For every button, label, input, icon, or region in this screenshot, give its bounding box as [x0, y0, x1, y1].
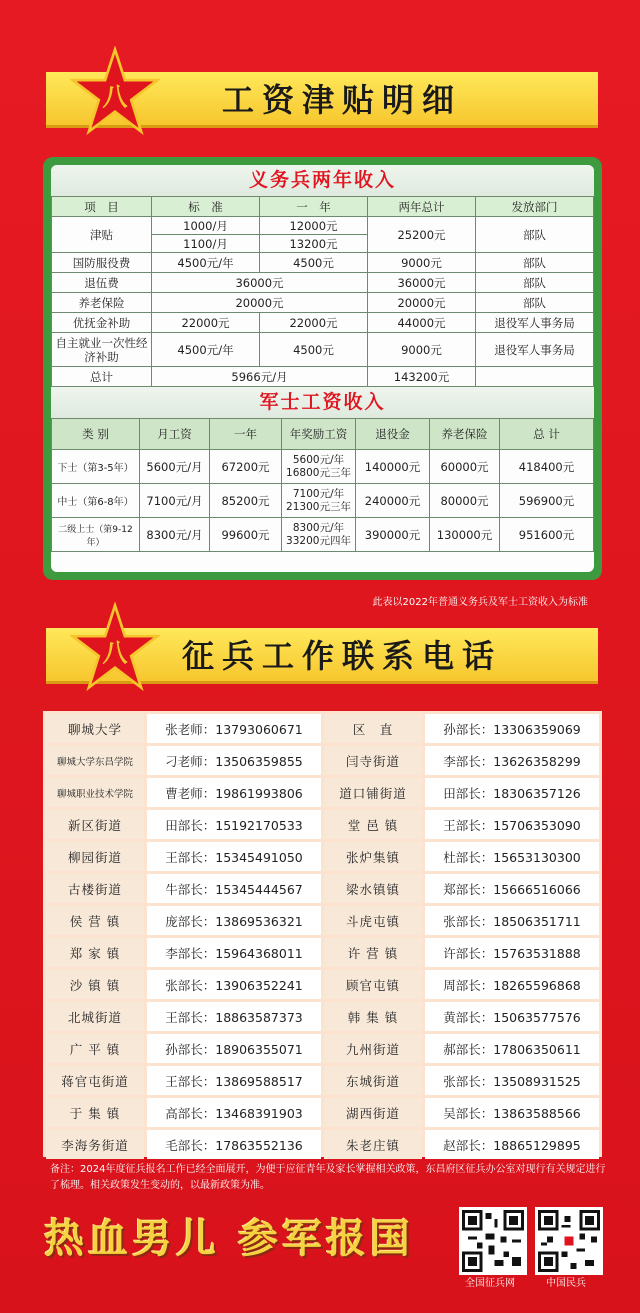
bonus-annual: 7100元/年 — [292, 487, 345, 500]
contact-row — [46, 1066, 599, 1095]
contact-location: 堂 邑 镇 — [324, 810, 422, 839]
income-panel — [43, 157, 602, 580]
contact-phone[interactable]: 王部长：13869588517 — [147, 1066, 321, 1095]
nco-title: 军士工资收入 — [51, 387, 594, 418]
contact-row — [46, 1130, 599, 1159]
cell: 7100元/月 — [140, 484, 210, 518]
contact-phone[interactable]: 王部长：15345491050 — [147, 842, 321, 871]
contact-row — [46, 1002, 599, 1031]
col-header: 退役金 — [356, 419, 430, 450]
cell: 1100/月 — [152, 235, 260, 253]
contact-row — [46, 714, 599, 743]
contact-location: 九州街道 — [324, 1034, 422, 1063]
contact-phone[interactable]: 吴部长：13863588566 — [425, 1098, 599, 1127]
contact-location: 区 直 — [324, 714, 422, 743]
contact-phone[interactable]: 庞部长：13869536321 — [147, 906, 321, 935]
cell: 130000元 — [430, 518, 500, 552]
cell: 9000元 — [368, 253, 476, 273]
contact-phone[interactable]: 李部长：15964368011 — [147, 938, 321, 967]
contact-phone[interactable]: 孙部长：18906355071 — [147, 1034, 321, 1063]
contact-panel — [43, 711, 602, 1157]
row-label: 退伍费 — [52, 273, 152, 293]
contact-phone[interactable]: 李部长：13626358299 — [425, 746, 599, 775]
star-badge-char: 八 — [102, 638, 128, 668]
col-header: 总 计 — [500, 419, 594, 450]
col-header: 一年 — [210, 419, 282, 450]
cell: 418400元 — [500, 450, 594, 484]
contact-location: 广 平 镇 — [46, 1034, 144, 1063]
contact-location: 古楼街道 — [46, 874, 144, 903]
contact-phone[interactable]: 张部长：13508931525 — [425, 1066, 599, 1095]
cell: 1000/月 — [152, 217, 260, 235]
cell: 退役军人事务局 — [476, 333, 594, 367]
contact-phone[interactable]: 周部长：18265596868 — [425, 970, 599, 999]
contact-phone[interactable]: 曹老师：19861993806 — [147, 778, 321, 807]
contact-location: 聊城大学东昌学院 — [46, 746, 144, 775]
star-badge-char: 八 — [102, 82, 128, 112]
contact-row — [46, 1098, 599, 1127]
cell: 8300元/月 — [140, 518, 210, 552]
contact-phone[interactable]: 王部长：15706353090 — [425, 810, 599, 839]
contact-table — [43, 711, 602, 1162]
nco-table — [51, 418, 594, 552]
cell: 5966元/月 — [152, 367, 368, 387]
col-header: 标 准 — [152, 197, 260, 217]
cell: 596900元 — [500, 484, 594, 518]
contact-location: 新区街道 — [46, 810, 144, 839]
contact-location: 聊城大学 — [46, 714, 144, 743]
rank-cell: 中士（第6-8年） — [52, 484, 140, 518]
cell: 22000元 — [260, 313, 368, 333]
col-header: 养老保险 — [430, 419, 500, 450]
contact-phone[interactable]: 牛部长：15345444567 — [147, 874, 321, 903]
contact-location: 斗虎屯镇 — [324, 906, 422, 935]
cell: 67200元 — [210, 450, 282, 484]
contact-location: 于 集 镇 — [46, 1098, 144, 1127]
cell: 5600元/月 — [140, 450, 210, 484]
cell: 4500元/年 — [152, 333, 260, 367]
contact-location: 柳园街道 — [46, 842, 144, 871]
cell: 36000元 — [152, 273, 368, 293]
slogan: 热血男儿 参军报国 — [44, 1215, 414, 1262]
contact-row — [46, 810, 599, 839]
contact-location: 东城街道 — [324, 1066, 422, 1095]
cell: 4500元/年 — [152, 253, 260, 273]
col-header: 年奖励工资 — [282, 419, 356, 450]
bonus-cell — [282, 450, 356, 484]
contact-phone[interactable]: 张老师：13793060671 — [147, 714, 321, 743]
cell: 25200元 — [368, 217, 476, 253]
contact-phone[interactable]: 郝部长：17806350611 — [425, 1034, 599, 1063]
cell: 退役军人事务局 — [476, 313, 594, 333]
row-label: 自主就业一次性经济补助 — [52, 333, 152, 367]
cell: 143200元 — [368, 367, 476, 387]
cell — [476, 367, 594, 387]
contact-phone[interactable]: 赵部长：18865129895 — [425, 1130, 599, 1159]
contact-row — [46, 1034, 599, 1063]
contact-row — [46, 746, 599, 775]
cell: 20000元 — [368, 293, 476, 313]
cell: 22000元 — [152, 313, 260, 333]
contact-location: 道口铺街道 — [324, 778, 422, 807]
contact-location: 湖西街道 — [324, 1098, 422, 1127]
contact-row — [46, 970, 599, 999]
contact-location: 李海务街道 — [46, 1130, 144, 1159]
cell: 44000元 — [368, 313, 476, 333]
rank-cell: 二级上士（第9-12年） — [52, 518, 140, 552]
contact-phone[interactable]: 郑部长：15666516066 — [425, 874, 599, 903]
qr-code-icon[interactable] — [535, 1207, 603, 1275]
cell: 4500元 — [260, 253, 368, 273]
cell: 36000元 — [368, 273, 476, 293]
col-header: 月工资 — [140, 419, 210, 450]
cell: 60000元 — [430, 450, 500, 484]
contact-phone[interactable]: 高部长：13468391903 — [147, 1098, 321, 1127]
contact-phone[interactable]: 王部长：18863587373 — [147, 1002, 321, 1031]
cell: 9000元 — [368, 333, 476, 367]
qr-label: 中国民兵 — [546, 1278, 586, 1289]
contact-row — [46, 842, 599, 871]
contact-phone[interactable]: 杜部长：15653130300 — [425, 842, 599, 871]
row-label: 津贴 — [52, 217, 152, 253]
contact-location: 侯 营 镇 — [46, 906, 144, 935]
cell: 部队 — [476, 217, 594, 253]
row-label: 总计 — [52, 367, 152, 387]
contact-phone[interactable]: 毛部长：17863552136 — [147, 1130, 321, 1159]
qr-label: 全国征兵网 — [465, 1278, 515, 1289]
contact-phone[interactable]: 许部长：15763531888 — [425, 938, 599, 967]
bonus-cell — [282, 484, 356, 518]
col-header: 一 年 — [260, 197, 368, 217]
cell: 951600元 — [500, 518, 594, 552]
bonus-total: 21300元三年 — [286, 500, 351, 513]
bonus-total: 33200元四年 — [286, 534, 351, 547]
cell: 140000元 — [356, 450, 430, 484]
contact-location: 闫寺街道 — [324, 746, 422, 775]
bonus-total: 16800元三年 — [286, 466, 351, 479]
contact-row — [46, 778, 599, 807]
contact-location: 郑 家 镇 — [46, 938, 144, 967]
contact-row — [46, 906, 599, 935]
cell: 4500元 — [260, 333, 368, 367]
contact-phone[interactable]: 张部长：18506351711 — [425, 906, 599, 935]
row-label: 养老保险 — [52, 293, 152, 313]
cell: 12000元 — [260, 217, 368, 235]
contact-location: 朱老庄镇 — [324, 1130, 422, 1159]
bonus-annual: 5600元/年 — [292, 453, 345, 466]
contact-location: 张炉集镇 — [324, 842, 422, 871]
contact-phone[interactable]: 黄部长：15063577576 — [425, 1002, 599, 1031]
contact-location: 聊城职业技术学院 — [46, 778, 144, 807]
contact-phone[interactable]: 田部长：18306357126 — [425, 778, 599, 807]
row-label: 优抚金补助 — [52, 313, 152, 333]
cell: 20000元 — [152, 293, 368, 313]
bonus-annual: 8300元/年 — [292, 521, 345, 534]
row-label: 国防服役费 — [52, 253, 152, 273]
contact-location: 梁水镇镇 — [324, 874, 422, 903]
cell: 390000元 — [356, 518, 430, 552]
contact-phone[interactable]: 刁老师：13506359855 — [147, 746, 321, 775]
contact-row — [46, 938, 599, 967]
rank-cell: 下士（第3-5年） — [52, 450, 140, 484]
contact-row — [46, 874, 599, 903]
cell: 99600元 — [210, 518, 282, 552]
contact-phone[interactable]: 孙部长：13306359069 — [425, 714, 599, 743]
col-header: 项 目 — [52, 197, 152, 217]
contact-phone[interactable]: 张部长：13906352241 — [147, 970, 321, 999]
contact-phone[interactable]: 田部长：15192170533 — [147, 810, 321, 839]
contact-location: 北城街道 — [46, 1002, 144, 1031]
contact-location: 蒋官屯街道 — [46, 1066, 144, 1095]
footer-note: 备注：2024年度征兵报名工作已经全面展开，为便于应征青年及家长掌握相关政策，东昌府区征兵办公室对现行有关规定进行了梳理。相关政策发生变动的，以最新政策为准。 — [50, 1164, 606, 1191]
star-badge-icon — [70, 46, 160, 136]
cell: 85200元 — [210, 484, 282, 518]
cell: 部队 — [476, 253, 594, 273]
table-note: 此表以2022年普通义务兵及军士工资收入为标准 — [372, 597, 588, 608]
salary-title: 工资津贴明细 — [221, 81, 462, 119]
cell: 240000元 — [356, 484, 430, 518]
conscript-table — [51, 196, 594, 387]
contact-location: 韩 集 镇 — [324, 1002, 422, 1031]
cell: 80000元 — [430, 484, 500, 518]
contact-location: 许 营 镇 — [324, 938, 422, 967]
contact-location: 沙 镇 镇 — [46, 970, 144, 999]
cell: 部队 — [476, 273, 594, 293]
conscript-title: 义务兵两年收入 — [51, 165, 594, 196]
cell: 13200元 — [260, 235, 368, 253]
contact-title: 征兵工作联系电话 — [181, 637, 502, 675]
bonus-cell — [282, 518, 356, 552]
cell: 部队 — [476, 293, 594, 313]
star-badge-icon — [70, 602, 160, 692]
col-header: 两年总计 — [368, 197, 476, 217]
qr-code-icon[interactable] — [459, 1207, 527, 1275]
col-header: 发放部门 — [476, 197, 594, 217]
contact-location: 顾官屯镇 — [324, 970, 422, 999]
col-header: 类 别 — [52, 419, 140, 450]
